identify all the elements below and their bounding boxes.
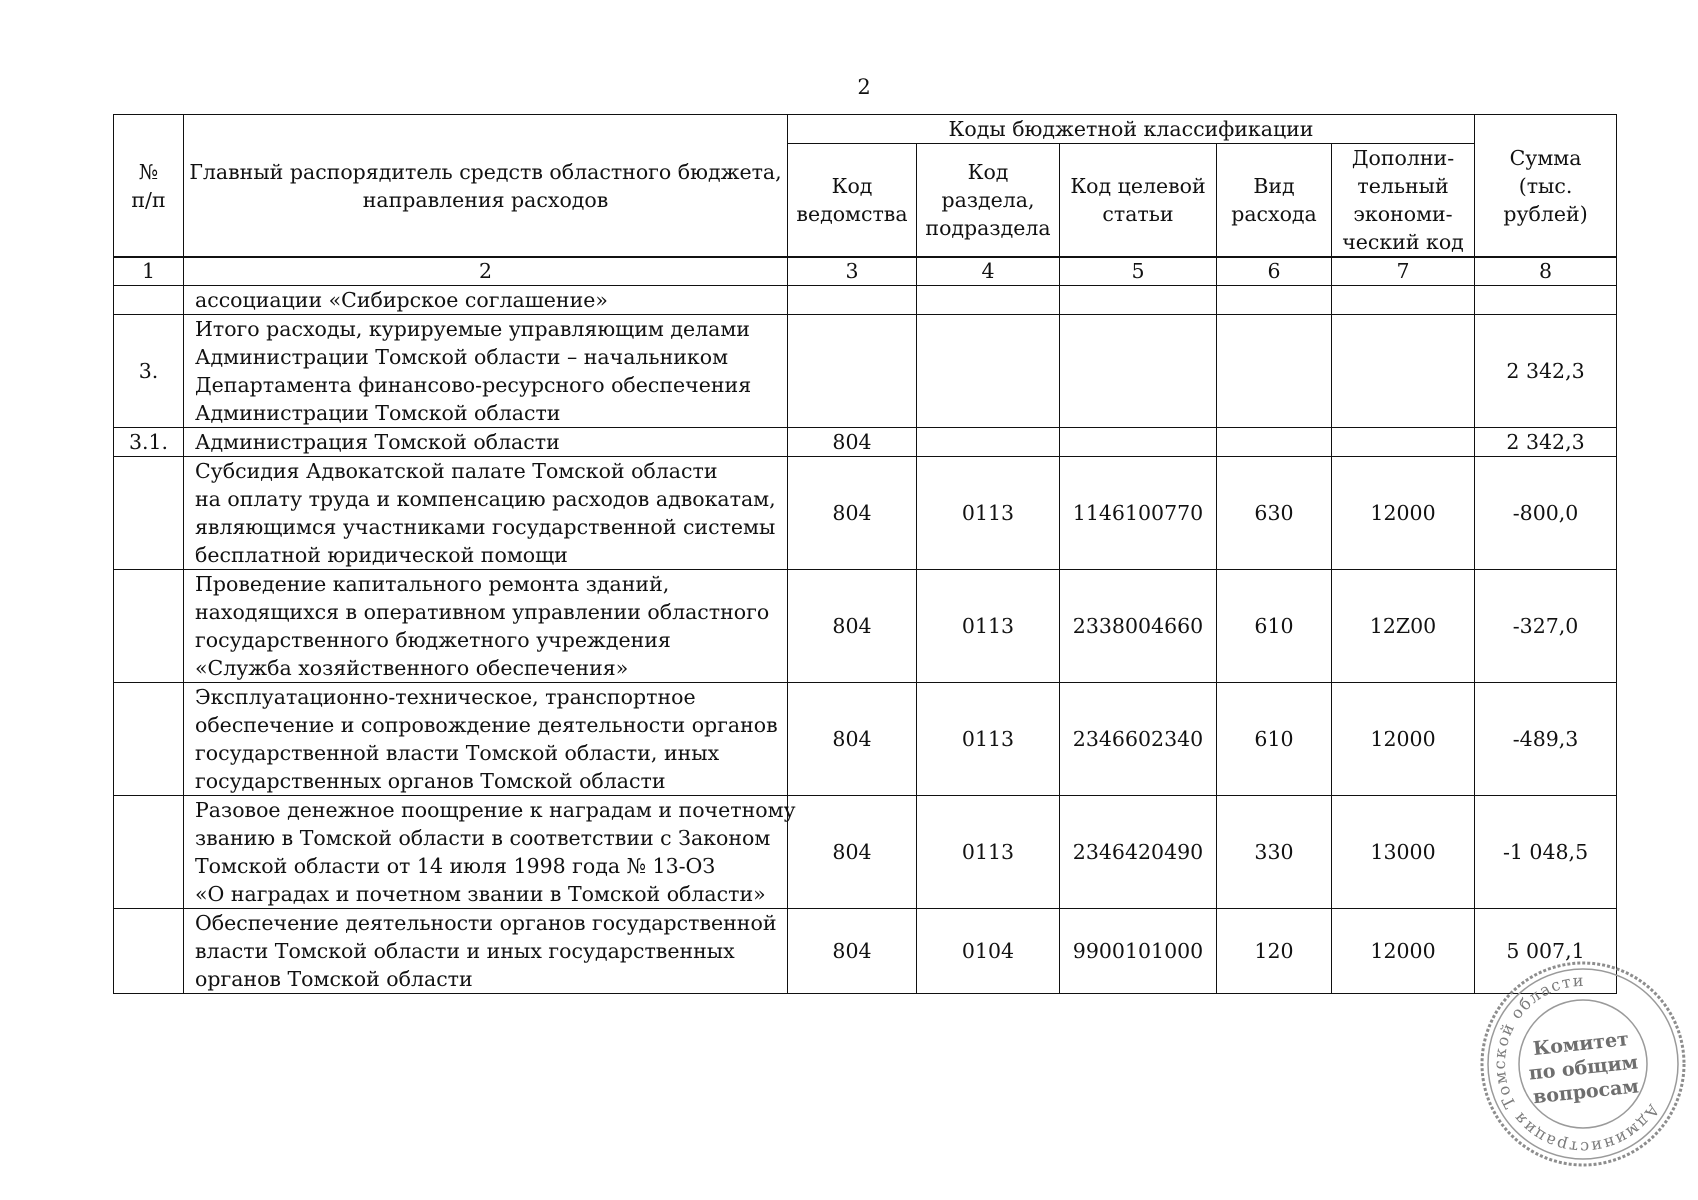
target-code: 9900101000 [1060,909,1217,994]
expense-type [1217,315,1332,428]
header-sum: Сумма (тыс. рублей) [1475,115,1617,258]
dept-code [788,286,917,315]
row-number [114,570,184,683]
table-header [114,115,1617,286]
page-number: 2 [857,75,871,99]
sum: 2 342,3 [1475,315,1617,428]
target-code [1060,315,1217,428]
expense-type: 610 [1217,570,1332,683]
sum: -1 048,5 [1475,796,1617,909]
column-number: 6 [1217,257,1332,286]
section-code [917,428,1060,457]
column-number: 5 [1060,257,1217,286]
row-description: Проведение капитального ремонта зданий, находящихся в оперативном управлении областного государственного бюджетного учреждения «Служба хозяйственного обеспечения» [184,570,788,683]
table-row [114,796,1617,909]
table-row [114,286,1617,315]
row-number [114,683,184,796]
column-number: 3 [788,257,917,286]
section-code: 0113 [917,570,1060,683]
sum: 2 342,3 [1475,428,1617,457]
dept-code: 804 [788,683,917,796]
stamp-ring-text: Администрация Томской области [1489,970,1664,1158]
sum: -327,0 [1475,570,1617,683]
header-dept-code: Код ведомства [788,144,917,258]
sum: 5 007,1 [1475,909,1617,994]
dept-code: 804 [788,457,917,570]
section-code [917,286,1060,315]
row-number [114,796,184,909]
column-number: 8 [1475,257,1617,286]
section-code: 0113 [917,457,1060,570]
table-row [114,428,1617,457]
section-code: 0113 [917,683,1060,796]
row-description: Эксплуатационно-техническое, транспортное обеспечение и сопровождение деятельности органов государственной власти Томской области, иных государственных органов Томской области [184,683,788,796]
header-codes-group: Коды бюджетной классификации [788,115,1475,144]
extra-code: 12000 [1332,909,1475,994]
expense-type [1217,286,1332,315]
expense-type: 630 [1217,457,1332,570]
target-code [1060,286,1217,315]
sum: -800,0 [1475,457,1617,570]
header-target-code: Код целевой статьи [1060,144,1217,258]
extra-code [1332,286,1475,315]
dept-code: 804 [788,428,917,457]
row-description: ассоциации «Сибирское соглашение» [184,286,788,315]
header-main-distributor: Главный распорядитель средств областного бюджета, направления расходов [184,115,788,258]
stamp-line: по общим [1527,1051,1640,1085]
header-extra-code: Дополни- тельный экономи- ческий код [1332,144,1475,258]
expense-type: 610 [1217,683,1332,796]
row-number: 3. [114,315,184,428]
target-code: 2346602340 [1060,683,1217,796]
column-number: 2 [184,257,788,286]
target-code: 1146100770 [1060,457,1217,570]
table-row [114,909,1617,994]
column-number: 7 [1332,257,1475,286]
extra-code: 12Z00 [1332,570,1475,683]
row-number [114,457,184,570]
column-number: 1 [114,257,184,286]
stamp-line: Комитет [1531,1028,1630,1061]
dept-code: 804 [788,796,917,909]
table-row [114,570,1617,683]
column-number: 4 [917,257,1060,286]
expense-type: 120 [1217,909,1332,994]
table-row [114,457,1617,570]
sum [1475,286,1617,315]
dept-code: 804 [788,570,917,683]
stamp-line: вопросам [1532,1075,1640,1109]
header-section-code: Код раздела, подраздела [917,144,1060,258]
dept-code: 804 [788,909,917,994]
row-number [114,909,184,994]
extra-code: 12000 [1332,457,1475,570]
extra-code [1332,315,1475,428]
section-code: 0104 [917,909,1060,994]
row-description: Итого расходы, курируемые управляющим делами Администрации Томской области – начальником Департамента финансово-ресурсного обеспечения Администрации Томской области [184,315,788,428]
expense-type: 330 [1217,796,1332,909]
section-code [917,315,1060,428]
row-number [114,286,184,315]
table-row [114,683,1617,796]
header-number: № п/п [114,115,184,258]
target-code: 2346420490 [1060,796,1217,909]
sum: -489,3 [1475,683,1617,796]
extra-code: 13000 [1332,796,1475,909]
column-numbers-row [114,257,1617,286]
extra-code [1332,428,1475,457]
official-stamp [1477,958,1689,1170]
section-code: 0113 [917,796,1060,909]
row-description: Субсидия Адвокатской палате Томской области на оплату труда и компенсацию расходов адвокатам, являющимся участниками государственной системы бесплатной юридической помощи [184,457,788,570]
row-description: Администрация Томской области [184,428,788,457]
row-description: Обеспечение деятельности органов государственной власти Томской области и иных государственных органов Томской области [184,909,788,994]
expense-type [1217,428,1332,457]
row-description: Разовое денежное поощрение к наградам и почетному званию в Томской области в соответствии с Законом Томской области от 14 июля 1998 года № 13-ОЗ «О наградах и почетном звании в Томской области» [184,796,788,909]
budget-table [113,114,1617,994]
header-expense-type: Вид расхода [1217,144,1332,258]
row-number: 3.1. [114,428,184,457]
dept-code [788,315,917,428]
target-code [1060,428,1217,457]
extra-code: 12000 [1332,683,1475,796]
table-row [114,315,1617,428]
target-code: 2338004660 [1060,570,1217,683]
